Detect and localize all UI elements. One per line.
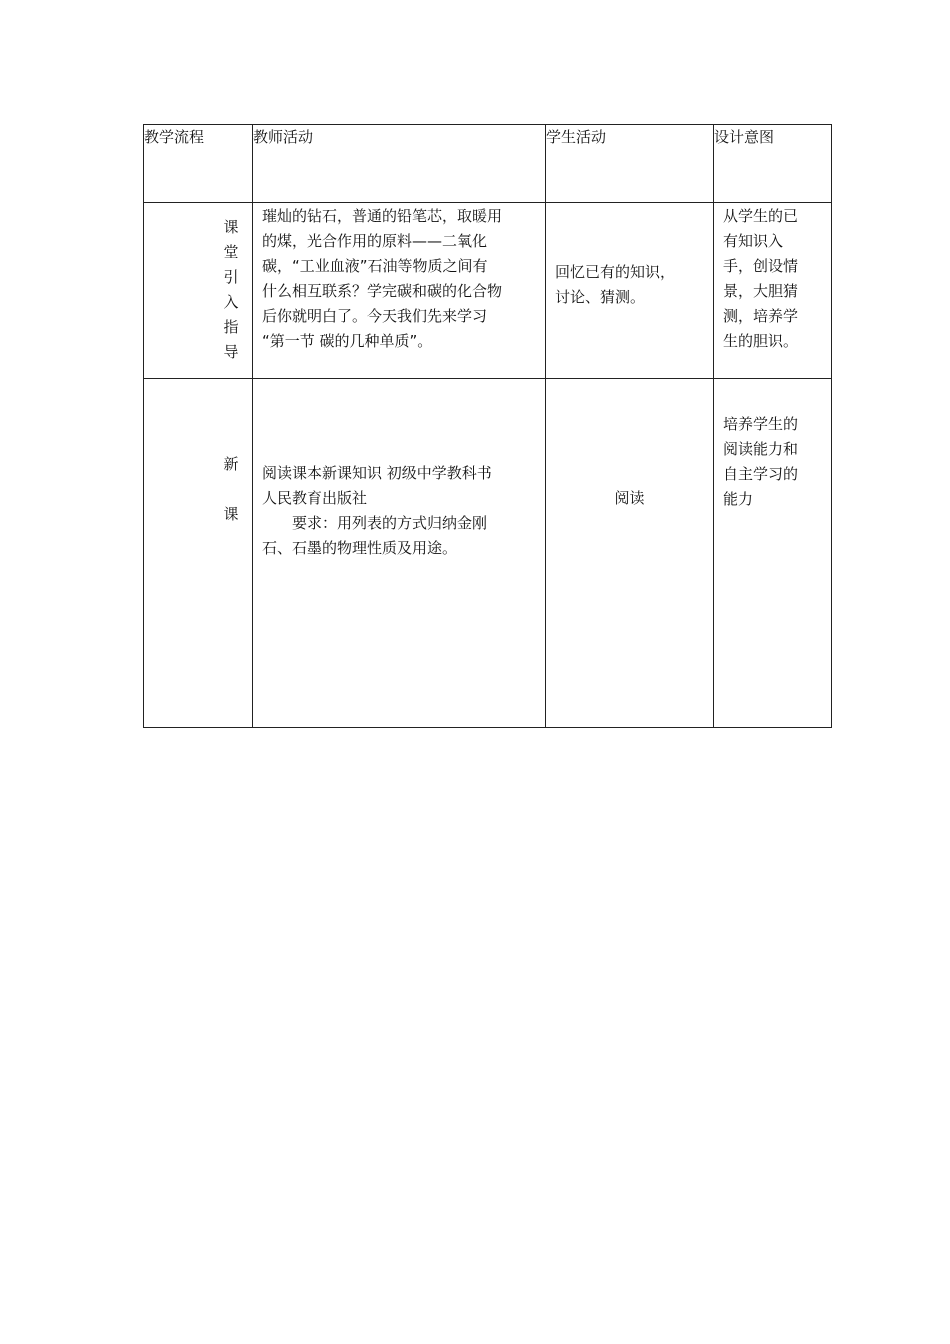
student-activity-text [546, 379, 713, 511]
text-line: 回忆已有的知识， [555, 263, 676, 281]
text-line: 阅读能力和 [723, 440, 799, 458]
stage-char: 导 [223, 343, 239, 361]
teacher-activity-text [253, 203, 545, 354]
header-student-activity: 学生活动 [546, 125, 714, 203]
text-line: “第一节 碳的几种单质”。 [262, 332, 433, 350]
header-process: 教学流程 [144, 125, 253, 203]
teacher-activity-cell [253, 203, 546, 379]
stage-char: 指 [223, 318, 239, 336]
stage-gap [222, 477, 240, 502]
text-line: 手，创设情 [723, 257, 799, 275]
stage-char: 堂 [223, 243, 239, 261]
text-line: 石、石墨的物理性质及用途。 [262, 539, 458, 557]
design-intent-cell [714, 379, 832, 728]
text-line: 能力 [723, 490, 754, 508]
text-line: 碳，“工业血液”石油等物质之间有 [262, 257, 488, 275]
text-line: 什么相互联系？学完碳和碳的化合物 [262, 282, 503, 300]
teacher-activity-text [253, 379, 545, 561]
student-activity-text [546, 203, 713, 310]
stage-char: 引 [223, 268, 239, 286]
stage-cell-new-lesson [144, 379, 253, 728]
stage-label-vertical [144, 379, 252, 527]
table-row [144, 203, 832, 379]
stage-char: 课 [223, 505, 239, 523]
text-line: 讨论、猜测。 [555, 288, 646, 306]
text-line: 人民教育出版社 [262, 489, 368, 507]
text-line: 从学生的已 [723, 207, 799, 225]
text-line: 景，大胆猜 [723, 282, 799, 300]
stage-cell-intro [144, 203, 253, 379]
design-intent-cell [714, 203, 832, 379]
stage-label-vertical [144, 203, 252, 365]
header-design-intent: 设计意图 [714, 125, 832, 203]
header-teacher-activity: 教师活动 [253, 125, 546, 203]
text-line: 阅读课本新课知识 初级中学教科书 [262, 464, 492, 482]
text-line: 后你就明白了。今天我们先来学习 [262, 307, 488, 325]
stage-char: 课 [223, 218, 239, 236]
design-intent-text [714, 379, 831, 512]
stage-char: 入 [223, 293, 239, 311]
text-line: 有知识入 [723, 232, 784, 250]
teacher-activity-cell [253, 379, 546, 728]
text-line: 要求：用列表的方式归纳金刚 [292, 514, 488, 532]
table-row [144, 379, 832, 728]
text-line: 生的胆识。 [723, 332, 799, 350]
text-line: 培养学生的 [723, 415, 799, 433]
design-intent-text [714, 203, 831, 354]
text-line: 的煤，光合作用的原料——二氧化 [262, 232, 488, 250]
text-line: 自主学习的 [723, 465, 799, 483]
lesson-plan-table [143, 124, 832, 728]
text-line: 阅读 [614, 489, 645, 507]
text-line: 测，培养学 [723, 307, 799, 325]
student-activity-cell [546, 379, 714, 728]
stage-char: 新 [223, 455, 239, 473]
table-header-row [144, 125, 832, 203]
text-line: 璀灿的钻石，普通的铅笔芯，取暖用 [262, 207, 503, 225]
student-activity-cell [546, 203, 714, 379]
